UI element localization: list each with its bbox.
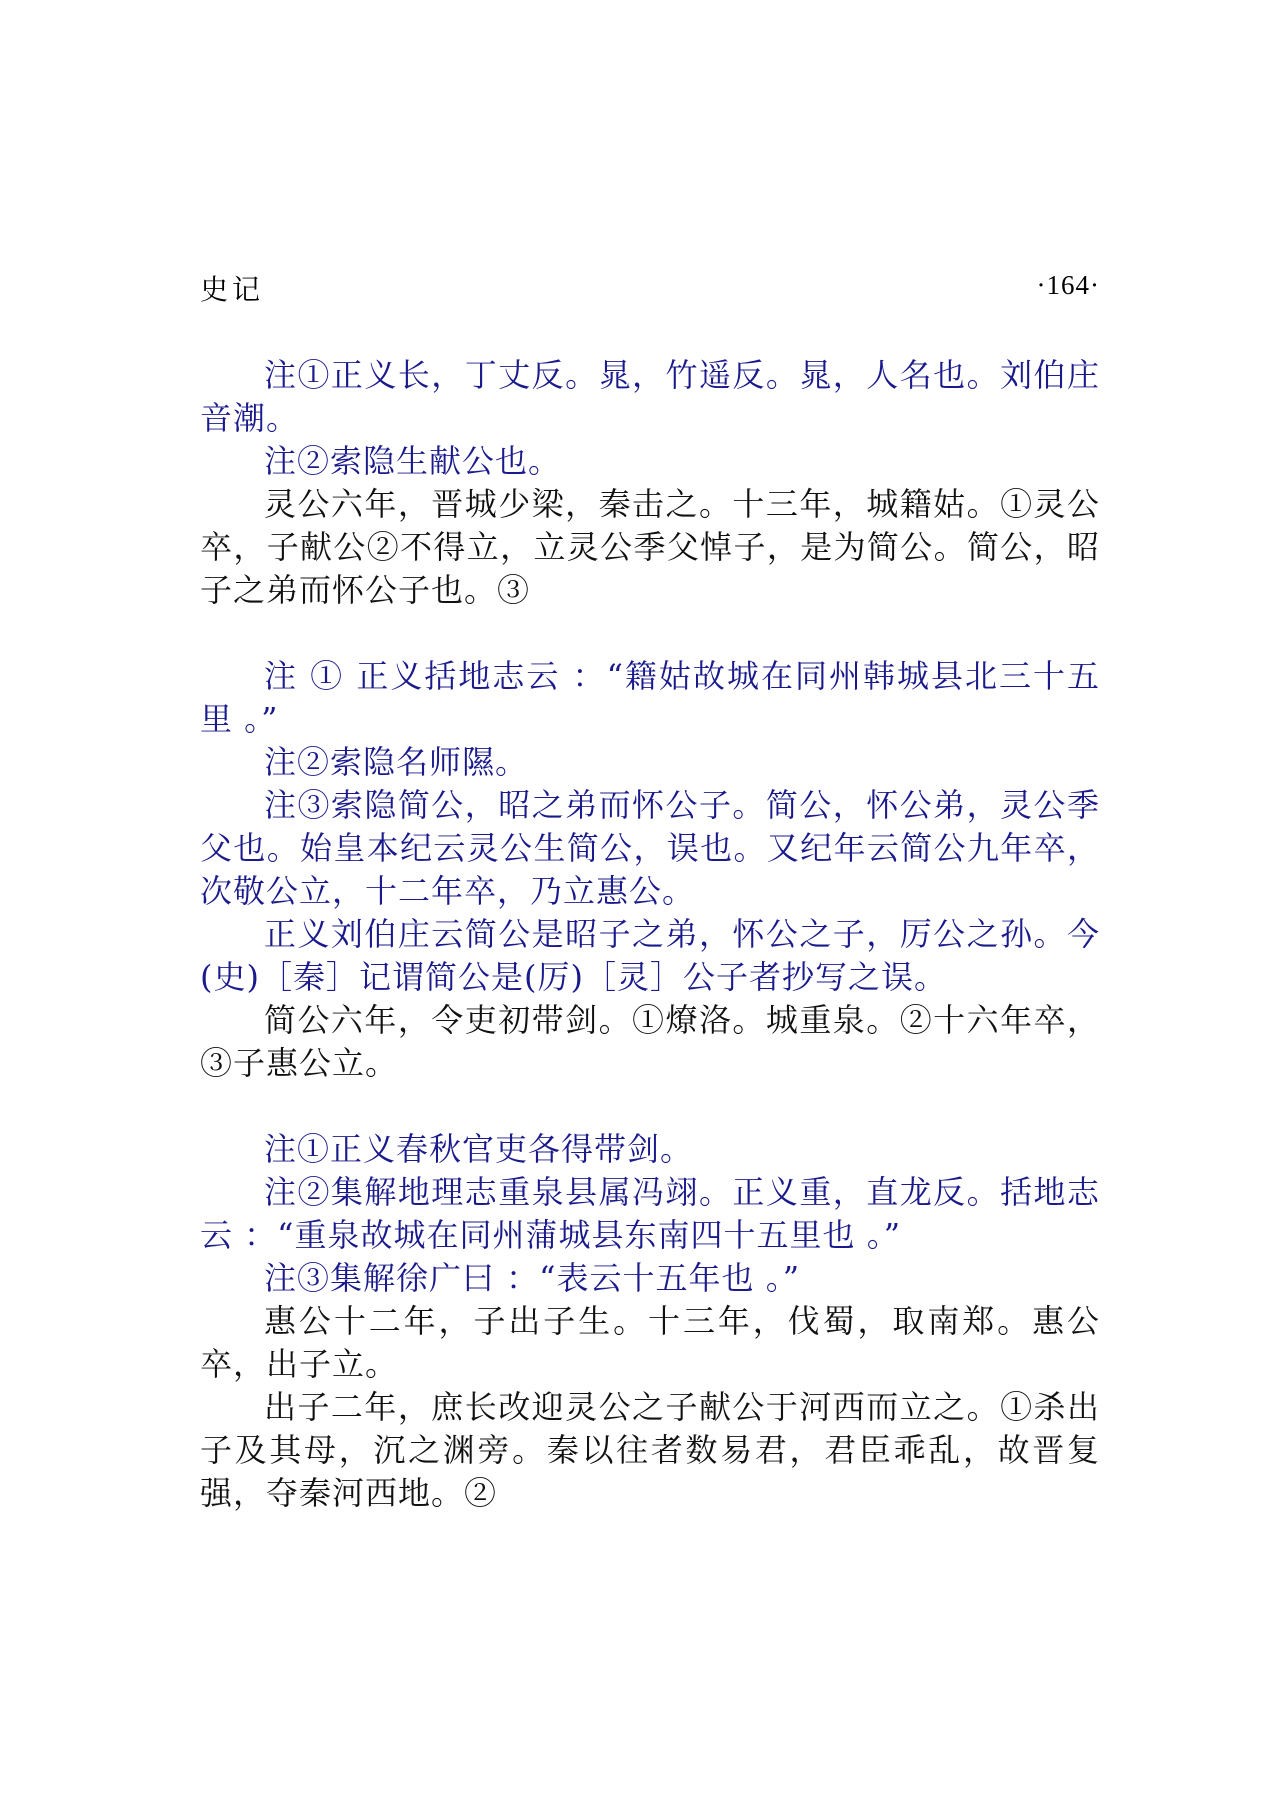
note-paragraph: 注①正义春秋官吏各得带剑。 (264, 1130, 694, 1168)
paragraph-gap (200, 1085, 1100, 1128)
book-title: 史记 (200, 273, 265, 306)
note-paragraph: 注②索隐名师隰。 (264, 743, 529, 781)
page-body (200, 354, 1100, 1515)
paragraph-gap (200, 612, 1100, 655)
page-number: ·164· (1036, 270, 1100, 300)
note-paragraph: 注 ① 正义括地志云 ：“籍姑故城在同州韩城县北三十五里 。” (200, 657, 1100, 738)
note-paragraph: 注②索隐生献公也。 (264, 442, 562, 480)
main-paragraph: 惠公十二年，子出子生。十三年，伐蜀，取南郑。惠公卒，出子立。 (200, 1302, 1100, 1383)
page-header (200, 268, 1100, 308)
note-paragraph: 注②集解地理志重泉县属冯翊。正义重，直龙反。括地志云 ：“重泉故城在同州蒲城县东南四十五里也 。” (200, 1173, 1100, 1254)
note-paragraph: 注③集解徐广曰 ：“表云十五年也 。” (264, 1259, 801, 1297)
note-paragraph: 正义刘伯庄云简公是昭子之弟，怀公之子，厉公之孙。今(史)［秦］记谓简公是(厉)［灵］公子者抄写之误。 (200, 915, 1100, 996)
note-paragraph: 注①正义长，丁丈反。晁，竹遥反。晁，人名也。刘伯庄音潮。 (200, 356, 1100, 437)
note-paragraph: 注③索隐简公，昭之弟而怀公子。简公，怀公弟，灵公季父也。始皇本纪云灵公生简公，误也。又纪年云简公九年卒，次敬公立，十二年卒，乃立惠公。 (200, 786, 1100, 910)
main-paragraph: 简公六年，令吏初带剑。①燎洛。城重泉。②十六年卒，③子惠公立。 (200, 1001, 1100, 1082)
main-paragraph: 出子二年，庶长改迎灵公之子献公于河西而立之。①杀出子及其母，沉之渊旁。秦以往者数易君，君臣乖乱，故晋复强，夺秦河西地。② (200, 1388, 1100, 1512)
main-paragraph: 灵公六年，晋城少梁，秦击之。十三年，城籍姑。①灵公卒，子献公②不得立，立灵公季父悼子，是为简公。简公，昭子之弟而怀公子也。③ (200, 485, 1100, 609)
